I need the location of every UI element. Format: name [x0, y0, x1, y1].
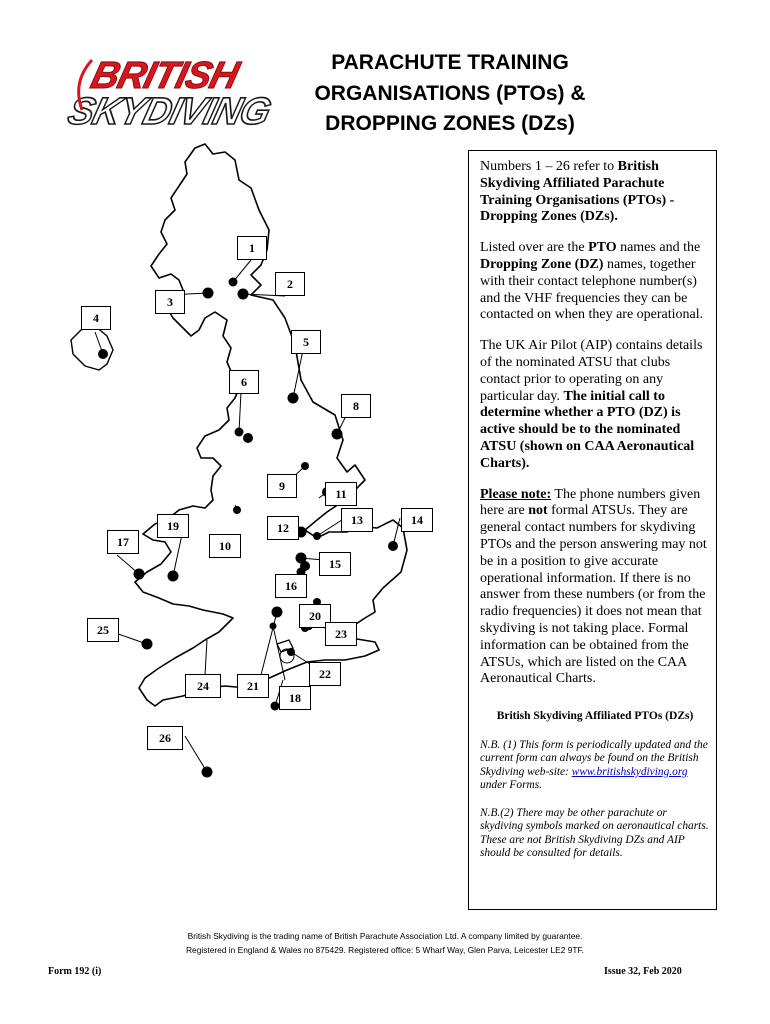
dz-label-14: 14	[401, 508, 433, 532]
british-skydiving-logo	[62, 52, 292, 132]
aip-paragraph: The UK Air Pilot (AIP) contains details of the nominated ATSU that clubs contact prior to operating on any particular day. The initial call to determine whether a PTO (DZ) is active should be to the nominated ATSU (shown on CAA Aeronautical Charts).	[480, 338, 703, 471]
issue-number: Issue 32, Feb 2020	[604, 966, 682, 977]
svg-text:SKYDIVING: SKYDIVING	[63, 90, 275, 132]
website-link[interactable]: www.britishskydiving.org	[571, 765, 688, 778]
dz-label-13: 13	[341, 508, 373, 532]
dz-label-16: 16	[275, 574, 307, 598]
nb1-note: N.B. (1) This form is periodically updated and the current form can always be found on the British Skydiving web-site: www.britishskydiving.org under Forms.	[480, 738, 708, 792]
dz-label-17: 17	[107, 530, 139, 554]
dz-label-9: 9	[267, 474, 297, 498]
listing-paragraph: Listed over are the PTO names and the Dropping Zone (DZ) names, together with their contact telephone number(s) and the VHF frequencies they can be contacted on when they are operational.	[480, 240, 704, 323]
affiliated-caption: British Skydiving Affiliated PTOs (DZs)	[496, 710, 694, 723]
dz-label-12: 12	[267, 516, 299, 540]
dz-label-26: 26	[147, 726, 183, 750]
dz-label-20: 20	[299, 604, 331, 628]
dz-label-22: 22	[309, 662, 341, 686]
form-number: Form 192 (i)	[48, 966, 102, 977]
intro-paragraph: Numbers 1 – 26 refer to British Skydiving Affiliated Parachute Training Organisations (PTOs) - Dropping Zones (DZs).	[480, 159, 675, 225]
dz-label-23: 23	[325, 622, 357, 646]
dz-label-3: 3	[155, 290, 185, 314]
dz-label-15: 15	[319, 552, 351, 576]
page-title: PARACHUTE TRAINING ORGANISATIONS (PTOs) & DROPPING ZONES (DZs)	[314, 51, 586, 135]
info-box	[468, 150, 717, 910]
uk-map	[55, 140, 465, 800]
dz-label-19: 19	[157, 514, 189, 538]
footer-line-2: Registered in England & Wales no 875429. Registered office: 5 Wharf Way, Glen Parva, Leicester LE2 9TF.	[185, 945, 584, 955]
dz-label-10: 10	[209, 534, 241, 558]
dz-label-6: 6	[229, 370, 259, 394]
dz-label-24: 24	[185, 674, 221, 698]
svg-text:BRITISH: BRITISH	[86, 54, 243, 97]
dz-label-18: 18	[279, 686, 311, 710]
dz-label-1: 1	[237, 236, 267, 260]
dz-label-8: 8	[341, 394, 371, 418]
please-note-paragraph: Please note: The phone numbers given here are not formal ATSUs. They are general contact numbers for skydiving PTOs and the person answering may not be in a position to give accurate operational information. If there is no answer from these numbers (or from the radio frequencies) it does not mean that skydiving is not taking place. Formal information can be obtained from the ATSUs, which are listed on the CAA Aeronautical Charts.	[480, 486, 707, 687]
dz-label-21: 21	[237, 674, 269, 698]
dz-label-11: 11	[325, 482, 357, 506]
dz-label-25: 25	[87, 618, 119, 642]
dz-label-5: 5	[291, 330, 321, 354]
nb2-note: N.B.(2) There may be other parachute or skydiving symbols marked on aeronautical charts. These are not British Skydiving DZs and AIP should be consulted for details.	[480, 806, 709, 860]
dz-label-4: 4	[81, 306, 111, 330]
dz-label-2: 2	[275, 272, 305, 296]
footer-line-1: British Skydiving is the trading name of British Parachute Association Ltd. A company limited by guarantee.	[187, 931, 583, 941]
